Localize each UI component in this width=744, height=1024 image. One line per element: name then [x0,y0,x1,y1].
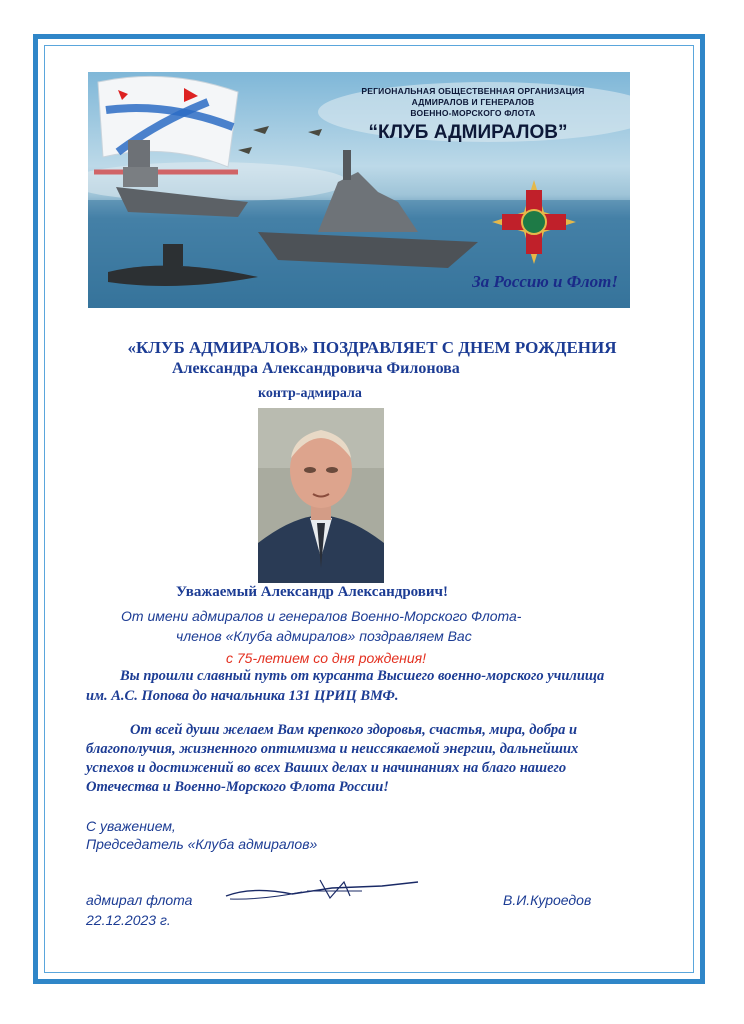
club-title: “КЛУБ АДМИРАЛОВ” [368,122,568,143]
letter-date: 22.12.2023 г. [86,912,171,928]
letter-line-2: членов «Клуба адмиралов» поздравляем Вас [176,628,472,644]
anniversary-line: с 75-летием со дня рождения! [226,650,426,666]
chairman-title: Председатель «Клуба адмиралов» [86,836,318,852]
org-line-3: ВОЕННО-МОРСКОГО ФЛОТА [410,108,536,118]
career-line-1: Вы прошли славный путь от курсанта Высшего военно-морского училища [120,668,605,684]
wishes-line-4: Отечества и Военно-Морского Флота России! [86,779,389,795]
org-line-1: РЕГИОНАЛЬНАЯ ОБЩЕСТВЕННАЯ ОРГАНИЗАЦИЯ [361,86,585,96]
wishes-line-1: От всей души желаем Вам крепкого здоровья, счастья, мира, добра и [130,722,578,738]
regards: С уважением, [86,818,176,834]
career-line-2: им. А.С. Попова до начальника 131 ЦРИЦ ВМФ. [86,688,399,704]
honoree-name: Александра Александровича Филонова [172,360,460,377]
honoree-rank: контр-адмирала [258,386,362,401]
wishes-line-2: благополучия, жизненного оптимизма и неиссякаемой энергии, дальнейших [86,741,579,757]
letter-greeting: Уважаемый Александр Александрович! [176,584,448,600]
signer-rank: адмирал флота [86,892,193,908]
motto: За Россию и Флот! [472,272,618,291]
header-banner-image [88,72,630,308]
signer-name: В.И.Куроедов [503,892,592,908]
naval-flag-icon [94,76,238,172]
organization-name [323,86,623,119]
wishes-line-3: успехов и достижений во всех Ваших делах и начинаниях на благо нашего [86,760,567,776]
portrait-photo [258,408,384,583]
aircraft-icon [238,126,322,154]
handwritten-signature [222,874,422,908]
org-line-2: АДМИРАЛОВ И ГЕНЕРАЛОВ [411,97,535,107]
congratulation-heading: «КЛУБ АДМИРАЛОВ» ПОЗДРАВЛЯЕТ С ДНЕМ РОЖДЕНИЯ [127,338,617,357]
letter-line-1: От имени адмиралов и генералов Военно-Морского Флота- [121,608,522,624]
